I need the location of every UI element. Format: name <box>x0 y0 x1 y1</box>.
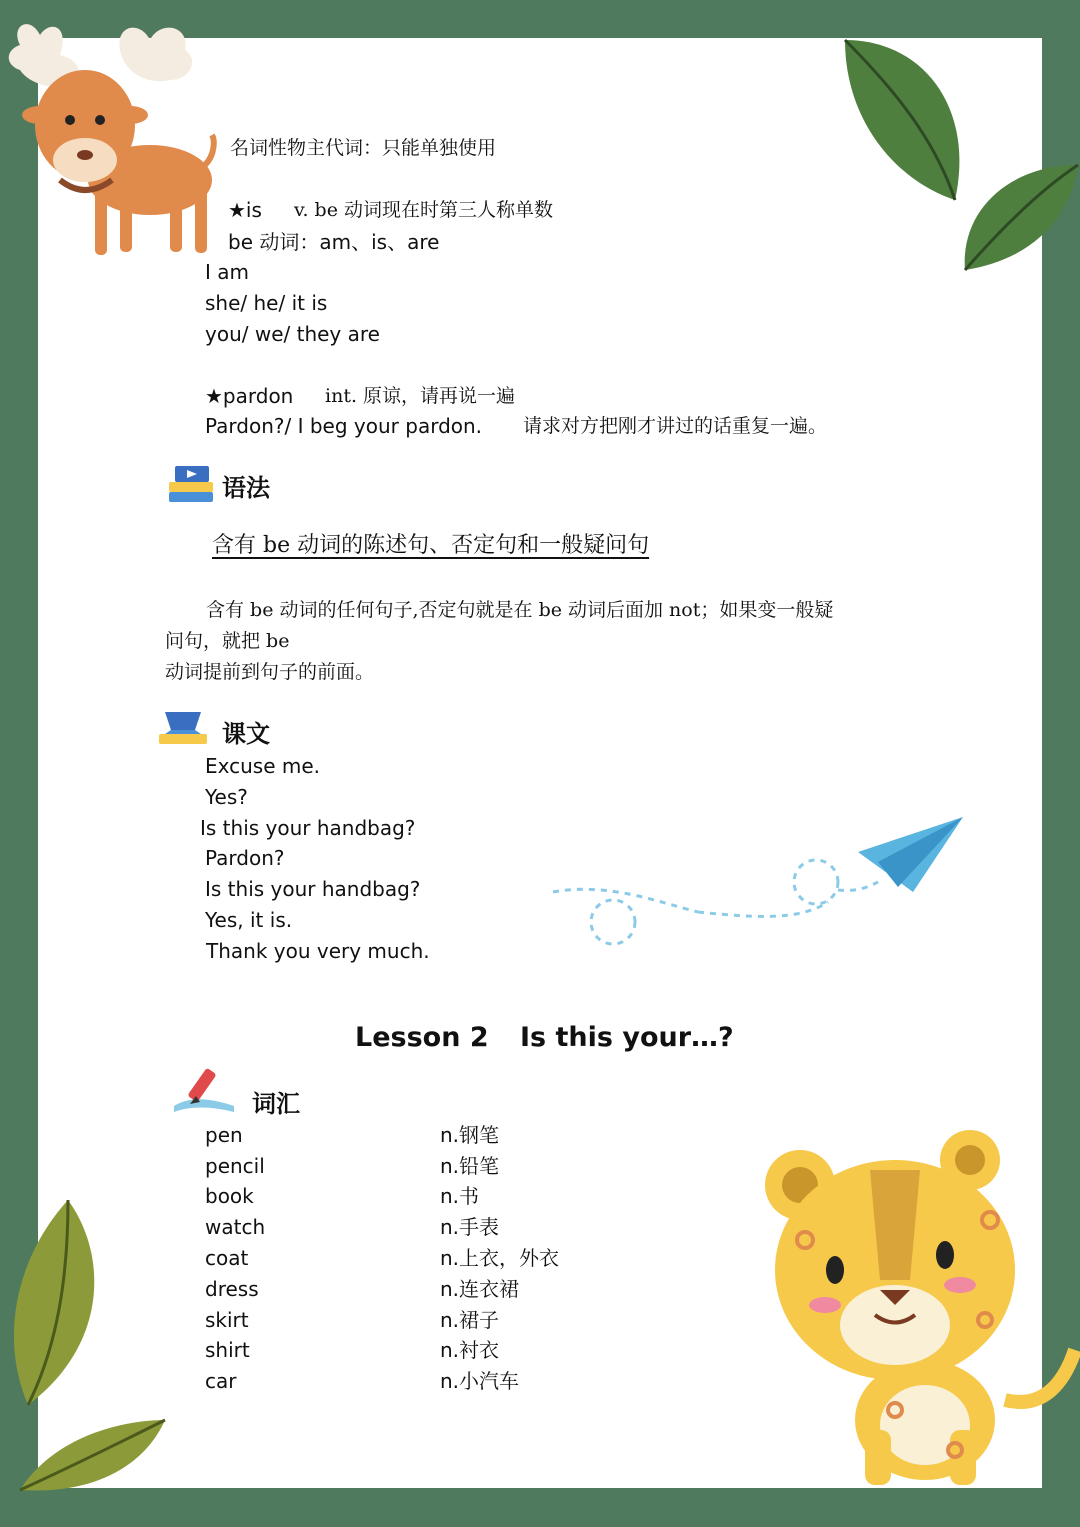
grammar-line-1: 含有 be 动词的任何句子,否定句就是在 be 动词后面加 not；如果变一般疑 <box>206 599 834 621</box>
moose-illustration <box>0 15 230 255</box>
leaf-icon <box>960 160 1080 275</box>
vocab-meaning: n.钢笔 <box>440 1123 500 1147</box>
lesson-title: Is this your…? <box>520 1022 734 1053</box>
dialogue-line: Excuse me. <box>205 754 321 778</box>
vocab-word: watch <box>205 1215 266 1239</box>
vocab-meaning: n.衬衣 <box>440 1338 500 1362</box>
possessive-note: 名词性物主代词：只能单独使用 <box>230 137 497 159</box>
vocab-meaning: n.上衣，外衣 <box>440 1246 560 1270</box>
vocab-word: book <box>205 1184 254 1208</box>
dialogue-line: Yes? <box>205 785 248 809</box>
vocab-entry-is: ★is <box>228 198 262 222</box>
be-forms-line: be 动词：am、is、are <box>228 230 440 254</box>
book-icon <box>165 462 217 508</box>
vocab-word: skirt <box>205 1308 249 1332</box>
vocab-word: shirt <box>205 1338 250 1362</box>
leaf-icon <box>15 1415 170 1495</box>
text-heading: 课文 <box>222 720 270 748</box>
vocab-heading: 词汇 <box>252 1090 300 1118</box>
grammar-subtitle: 含有 be 动词的陈述句、否定句和一般疑问句 <box>212 533 650 558</box>
leopard-illustration <box>745 1130 1080 1495</box>
example-i-am: I am <box>205 260 249 284</box>
vocab-entry-pardon: ★pardon <box>205 384 294 408</box>
dialogue-line: Pardon? <box>205 846 285 870</box>
lesson-number: Lesson 2 <box>355 1022 489 1053</box>
vocab-word: pencil <box>205 1154 265 1178</box>
vocab-meaning: n.书 <box>440 1184 480 1208</box>
vocab-meaning: n.手表 <box>440 1215 500 1239</box>
example-she-he-it: she/ he/ it is <box>205 291 328 315</box>
vocab-word: dress <box>205 1277 259 1301</box>
vocab-meaning: n.铅笔 <box>440 1154 500 1178</box>
vocab-meaning: n.小汽车 <box>440 1369 520 1393</box>
vocab-meaning: n.连衣裙 <box>440 1277 520 1301</box>
pencil-icon <box>170 1060 238 1116</box>
pardon-explanation: 请求对方把刚才讲过的话重复一遍。 <box>523 415 828 437</box>
grammar-heading: 语法 <box>222 474 270 502</box>
grammar-line-3: 动词提前到句子的前面。 <box>165 661 375 683</box>
vocab-word: coat <box>205 1246 249 1270</box>
leaf-icon <box>8 1195 103 1410</box>
book-icon <box>155 708 211 750</box>
example-you-we-they: you/ we/ they are <box>205 322 380 346</box>
dialogue-line: Yes, it is. <box>205 908 293 932</box>
dialogue-line: Is this your handbag? <box>205 877 421 901</box>
vocab-definition-is: v. be 动词现在时第三人称单数 <box>294 199 554 221</box>
vocab-word: car <box>205 1369 237 1393</box>
leaf-icon <box>835 30 970 205</box>
vocab-meaning: n.裙子 <box>440 1308 500 1332</box>
paper-plane-icon <box>548 812 968 957</box>
vocab-definition-pardon: int. 原谅，请再说一遍 <box>325 385 516 407</box>
pardon-phrase: Pardon?/ I beg your pardon. <box>205 414 483 438</box>
vocab-word: pen <box>205 1123 243 1147</box>
grammar-line-2: 问句，就把 be <box>165 630 290 652</box>
dialogue-line: Is this your handbag? <box>200 816 416 840</box>
dialogue-line: Thank you very much. <box>206 939 430 963</box>
